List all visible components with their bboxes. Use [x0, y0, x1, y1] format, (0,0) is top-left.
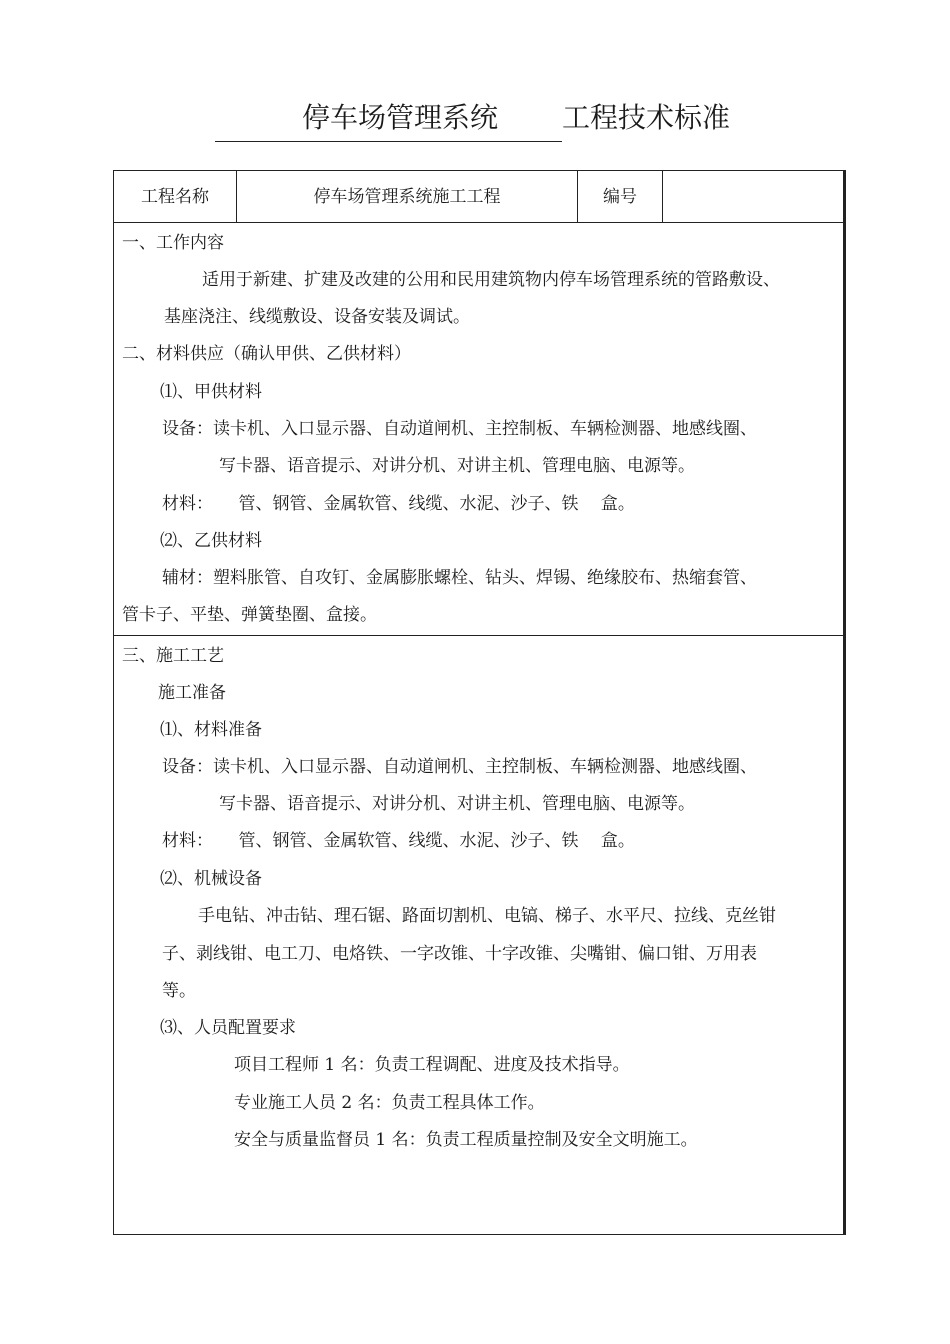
section1-para-line1: 适用于新建、扩建及改建的公用和民用建筑物内停车场管理系统的管路敷设、	[202, 270, 780, 290]
spec-table	[113, 170, 846, 1235]
section3-tools-line2: 子、剥线钳、电工刀、电烙铁、一字改锥、十字改锥、尖嘴钳、偏口钳、万用表	[162, 944, 757, 964]
section1-heading: 一、工作内容	[122, 233, 224, 253]
section3-prep: 施工准备	[158, 683, 226, 703]
staff-item-workers: 专业施工人员 2 名：负责工程具体工作。	[234, 1093, 545, 1113]
number-label: 编号	[578, 171, 663, 223]
section2-aux-line1: 辅材：塑料胀管、自攻钉、金属膨胀螺栓、钻头、焊锡、绝缘胶布、热缩套管、	[162, 568, 757, 588]
doc-title-right: 工程技术标准	[562, 101, 731, 134]
section3-tools-line1: 手电钻、冲击钻、理石锯、路面切割机、电镐、梯子、水平尺、拉线、克丝钳	[198, 906, 776, 926]
section1-para-line2: 基座浇注、线缆敷设、设备安装及调试。	[164, 307, 470, 327]
section2-sub1: ⑴、甲供材料	[160, 382, 262, 402]
title-underline	[215, 141, 562, 142]
section2-materials: 材料： 管、钢管、金属软管、线缆、水泥、沙子、铁 盒。	[162, 494, 635, 514]
section3-materials: 材料： 管、钢管、金属软管、线缆、水泥、沙子、铁 盒。	[162, 831, 635, 851]
staff-item-supervisor: 安全与质量监督员 1 名：负责工程质量控制及安全文明施工。	[234, 1130, 698, 1150]
doc-title-left: 停车场管理系统	[302, 101, 499, 134]
project-name-label: 工程名称	[114, 171, 237, 223]
number-value	[663, 171, 844, 223]
section3-equipment-line1: 设备：读卡机、入口显示器、自动道闸机、主控制板、车辆检测器、地感线圈、	[162, 757, 757, 777]
section3-sub2: ⑵、机械设备	[160, 869, 262, 889]
section3-tools-line3: 等。	[162, 981, 196, 1001]
section3-sub1: ⑴、材料准备	[160, 720, 262, 740]
section3-sub3: ⑶、人员配置要求	[160, 1018, 296, 1038]
header-row	[114, 171, 843, 223]
section2-aux-line2: 管卡子、平垫、弹簧垫圈、盒接。	[122, 605, 377, 625]
staff-item-engineer: 项目工程师 1 名：负责工程调配、进度及技术指导。	[234, 1055, 630, 1075]
section3-equipment-line2: 写卡器、语音提示、对讲分机、对讲主机、管理电脑、电源等。	[219, 794, 695, 814]
project-name-value: 停车场管理系统施工工程	[237, 171, 578, 223]
section2-equipment-line2: 写卡器、语音提示、对讲分机、对讲主机、管理电脑、电源等。	[219, 456, 695, 476]
section2-equipment-line1: 设备：读卡机、入口显示器、自动道闸机、主控制板、车辆检测器、地感线圈、	[162, 419, 757, 439]
section-divider	[114, 635, 843, 636]
section2-heading: 二、材料供应（确认甲供、乙供材料）	[122, 344, 411, 364]
section2-sub2: ⑵、乙供材料	[160, 531, 262, 551]
section3-heading: 三、施工工艺	[122, 646, 224, 666]
